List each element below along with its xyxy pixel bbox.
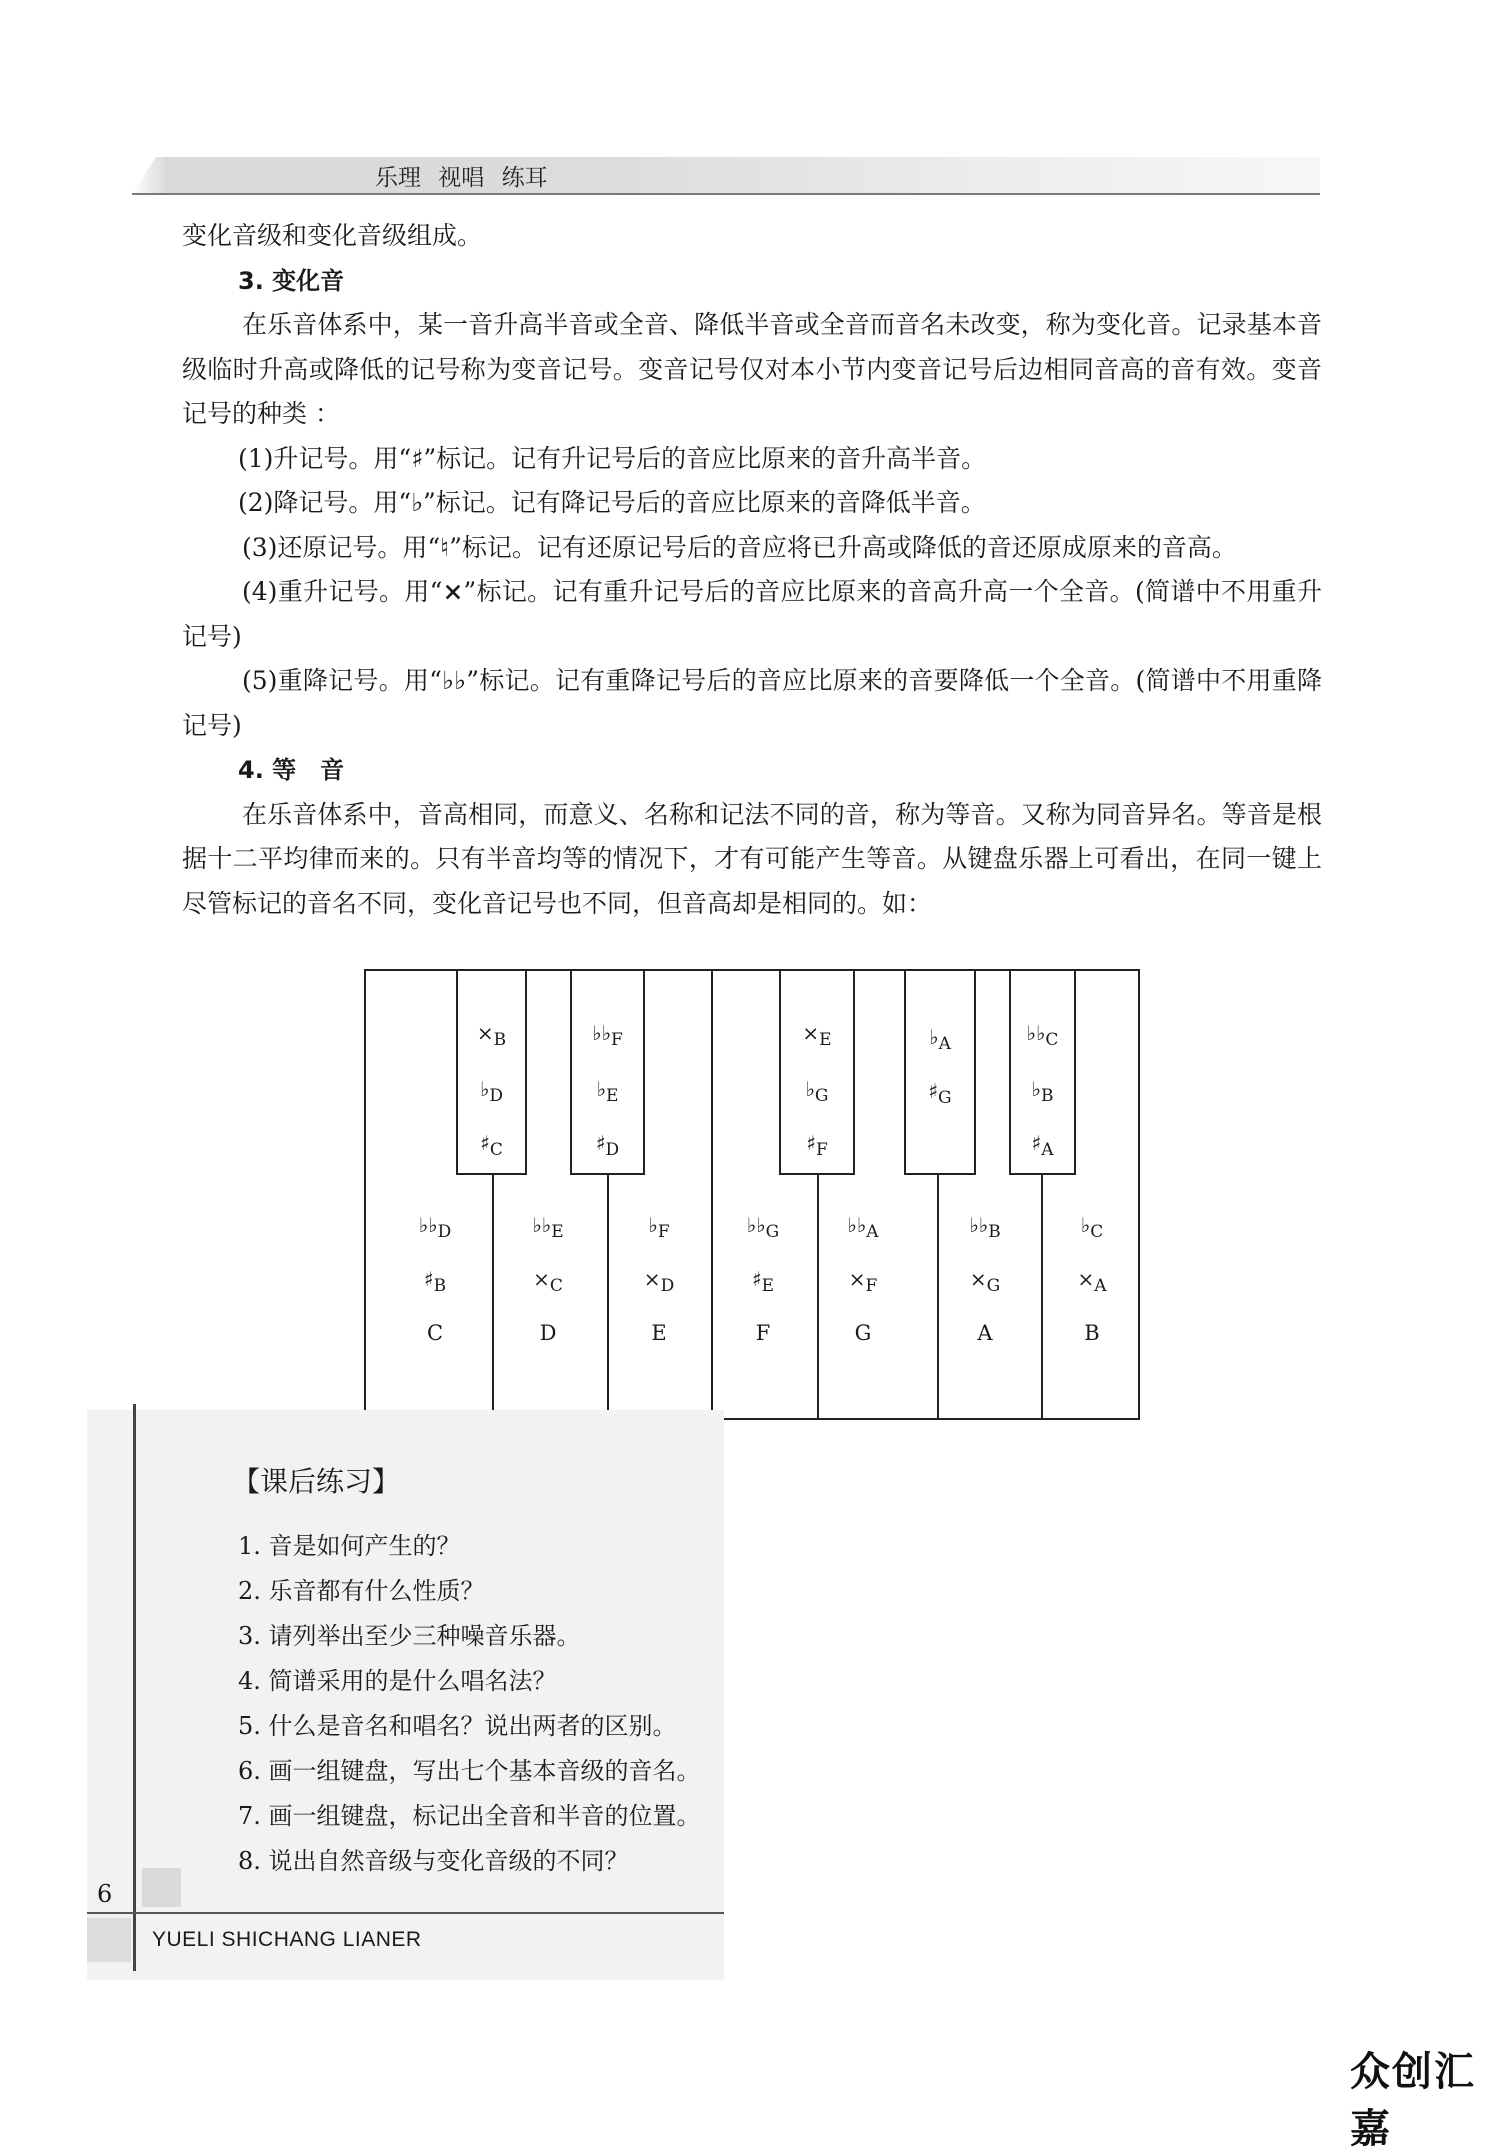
note-name: F bbox=[865, 1276, 878, 1297]
note-label bbox=[648, 1213, 669, 1242]
note-name: D bbox=[605, 1140, 620, 1161]
note-label bbox=[592, 1021, 623, 1050]
accidental-sign: ♭ bbox=[1031, 1077, 1041, 1101]
margin-rule bbox=[133, 1404, 136, 1971]
accidental-sign: ♭♭ bbox=[532, 1213, 552, 1237]
accidental-sign: × bbox=[969, 1267, 987, 1291]
watermark-logo: 众创汇嘉 bbox=[1350, 2049, 1476, 2152]
note-name: C bbox=[1045, 1030, 1059, 1051]
accidental-sign: ♭ bbox=[929, 1025, 939, 1049]
exercise-item: 8. 说出自然音级与变化音级的不同？ bbox=[238, 1847, 629, 1875]
note-label bbox=[596, 1131, 619, 1160]
note-name: A bbox=[866, 1222, 879, 1243]
section-4-paragraph: 在乐音体系中，音高相同，而意义、名称和记法不同的音，称为等音。又称为同音异名。等音是根据十二平均律而来的。只有半音均等的情况下，才有可能产生等音。从键盘乐器上可看出，在同一键上尽管标记的音名不同，变化音记号也不同，但音高却是相同的。如： bbox=[182, 799, 1322, 918]
note-label bbox=[802, 1021, 831, 1050]
note-name: D bbox=[660, 1276, 675, 1297]
note-label bbox=[533, 1267, 563, 1296]
accidental-sign: ♭ bbox=[648, 1213, 658, 1237]
section-3-heading: 3. 变化音 bbox=[238, 266, 345, 295]
note-label bbox=[847, 1213, 878, 1242]
note-label bbox=[805, 1077, 828, 1106]
note-name: B bbox=[493, 1030, 507, 1051]
header-band bbox=[132, 157, 1320, 194]
accidental-item-3: (3)还原记号。用“♮”标记。记有还原记号后的音应将已升高或降低的音还原成原来的音高。 bbox=[242, 532, 1237, 562]
note-label bbox=[1077, 1267, 1106, 1296]
accidental-sign: ♭♭ bbox=[592, 1021, 612, 1045]
note-label: A bbox=[977, 1321, 993, 1345]
note-name: A bbox=[938, 1034, 951, 1055]
note-name: A bbox=[1094, 1276, 1107, 1297]
note-name: C bbox=[549, 1276, 563, 1297]
note-label bbox=[419, 1213, 452, 1242]
note-label bbox=[929, 1025, 951, 1054]
note-name: B bbox=[988, 1222, 1001, 1243]
accidental-sign: ♯ bbox=[480, 1131, 490, 1155]
accidental-sign: ♭♭ bbox=[1026, 1021, 1046, 1045]
accidental-sign: ♭ bbox=[596, 1077, 607, 1101]
footer-rule bbox=[87, 1912, 724, 1914]
note-label bbox=[480, 1131, 503, 1160]
accidental-item-2: (2)降记号。用“♭”标记。记有降记号后的音应比原来的音降低半音。 bbox=[238, 488, 986, 517]
accidental-sign: ♯ bbox=[751, 1267, 762, 1291]
accidental-item-4: (4)重升记号。用“×”标记。记有重升记号后的音应比原来的音高升高一个全音。(简谱中不用重升记号) bbox=[182, 577, 1322, 651]
accidental-sign: × bbox=[1077, 1267, 1095, 1291]
exercise-item: 5. 什么是音名和唱名？说出两者的区别。 bbox=[238, 1712, 677, 1740]
accidental-sign: ♭♭ bbox=[969, 1213, 989, 1237]
black-key bbox=[904, 969, 976, 1175]
accidental-sign: ♯ bbox=[423, 1267, 434, 1291]
note-label bbox=[969, 1213, 1000, 1242]
note-label: B bbox=[1084, 1321, 1100, 1345]
note-label bbox=[480, 1077, 503, 1106]
note-label bbox=[970, 1267, 1000, 1296]
page-number-box bbox=[142, 1868, 181, 1907]
note-name: G bbox=[986, 1276, 1001, 1297]
note-label bbox=[928, 1079, 951, 1108]
note-name: F bbox=[657, 1222, 670, 1243]
body-text bbox=[182, 214, 1322, 926]
note-name: C bbox=[489, 1140, 503, 1161]
white-key-divider bbox=[711, 971, 713, 1418]
keyboard-diagram bbox=[364, 969, 1140, 1420]
exercise-item: 6. 画一组键盘，写出七个基本音级的音名。 bbox=[238, 1757, 701, 1785]
note-label bbox=[597, 1077, 619, 1106]
note-label bbox=[477, 1021, 506, 1050]
accidental-sign: ♭ bbox=[1080, 1213, 1091, 1237]
note-name: B bbox=[1040, 1086, 1054, 1107]
note-name: G bbox=[765, 1222, 780, 1243]
section-3-paragraph: 在乐音体系中，某一音升高半音或全音、降低半音或全音而音名未改变，称为变化音。记录基本音级临时升高或降低的记号称为变音记号。变音记号仅对本小节内变音记号后边相同音高的音有效。变音记号的种类 ： bbox=[182, 310, 1322, 428]
accidental-sign: × bbox=[802, 1021, 820, 1045]
accidental-sign: ♭♭ bbox=[847, 1213, 867, 1237]
note-label bbox=[1081, 1213, 1103, 1242]
note-label: C bbox=[426, 1321, 444, 1345]
note-label bbox=[1027, 1021, 1059, 1050]
accidental-sign: ♭♭ bbox=[418, 1213, 438, 1237]
note-label bbox=[1032, 1131, 1054, 1160]
note-name: E bbox=[761, 1276, 775, 1297]
note-label bbox=[1032, 1077, 1054, 1106]
note-label bbox=[752, 1267, 774, 1296]
accidental-sign: × bbox=[476, 1021, 494, 1045]
note-label bbox=[532, 1213, 563, 1242]
footer-box bbox=[87, 1918, 131, 1962]
note-label bbox=[644, 1267, 674, 1296]
note-name: G bbox=[814, 1086, 829, 1107]
note-name: C bbox=[1090, 1222, 1104, 1243]
page-number: 6 bbox=[97, 1880, 113, 1908]
accidental-sign: × bbox=[848, 1267, 866, 1291]
note-label bbox=[849, 1267, 878, 1296]
note-name: F bbox=[611, 1030, 623, 1051]
note-name: E bbox=[551, 1222, 564, 1243]
accidental-sign: × bbox=[533, 1267, 550, 1291]
accidental-sign: × bbox=[643, 1267, 661, 1291]
accidental-sign: ♭ bbox=[479, 1077, 490, 1101]
running-header-title: 乐理 视唱 练耳 bbox=[375, 165, 548, 191]
exercise-item: 2. 乐音都有什么性质？ bbox=[238, 1577, 485, 1605]
note-name: F bbox=[815, 1140, 828, 1161]
note-label bbox=[424, 1267, 446, 1296]
note-name: E bbox=[606, 1086, 619, 1107]
note-label bbox=[747, 1213, 779, 1242]
accidental-sign: ♭♭ bbox=[746, 1213, 766, 1237]
note-label: E bbox=[651, 1321, 667, 1345]
exercise-title: 【课后练习】 bbox=[232, 1465, 401, 1498]
accidental-sign: ♯ bbox=[928, 1079, 939, 1103]
accidental-item-5: (5)重降记号。用“♭♭”标记。记有重降记号后的音应比原来的音要降低一个全音。(简谱中不用重降记号) bbox=[182, 666, 1322, 740]
note-label bbox=[806, 1131, 827, 1160]
note-name: A bbox=[1041, 1140, 1054, 1161]
continued-line: 变化音级和变化音级组成。 bbox=[182, 221, 483, 250]
header-rule bbox=[132, 193, 1320, 195]
note-label: D bbox=[539, 1321, 557, 1345]
accidental-sign: ♯ bbox=[1031, 1131, 1042, 1155]
note-label: F bbox=[755, 1321, 771, 1345]
note-name: B bbox=[433, 1276, 447, 1297]
note-name: E bbox=[819, 1030, 832, 1051]
book-pinyin-title: YUELI SHICHANG LIANER bbox=[152, 1928, 422, 1951]
accidental-sign: ♭ bbox=[805, 1077, 815, 1101]
note-name: D bbox=[437, 1222, 452, 1243]
accidental-sign: ♯ bbox=[595, 1131, 606, 1155]
section-4-heading: 4. 等 音 bbox=[238, 756, 345, 784]
exercise-item: 1. 音是如何产生的？ bbox=[238, 1532, 461, 1560]
accidental-sign: ♯ bbox=[806, 1131, 816, 1155]
exercise-item: 7. 画一组键盘，标记出全音和半音的位置。 bbox=[238, 1802, 701, 1830]
exercise-list bbox=[238, 1524, 701, 1884]
note-name: D bbox=[489, 1086, 504, 1107]
accidental-item-1: (1)升记号。用“♯”标记。记有升记号后的音应比原来的音升高半音。 bbox=[238, 443, 987, 473]
exercise-item: 3. 请列举出至少三种噪音乐器。 bbox=[238, 1622, 581, 1650]
note-label: G bbox=[854, 1321, 872, 1345]
exercise-item: 4. 简谱采用的是什么唱名法？ bbox=[238, 1667, 557, 1695]
note-name: G bbox=[938, 1088, 952, 1109]
